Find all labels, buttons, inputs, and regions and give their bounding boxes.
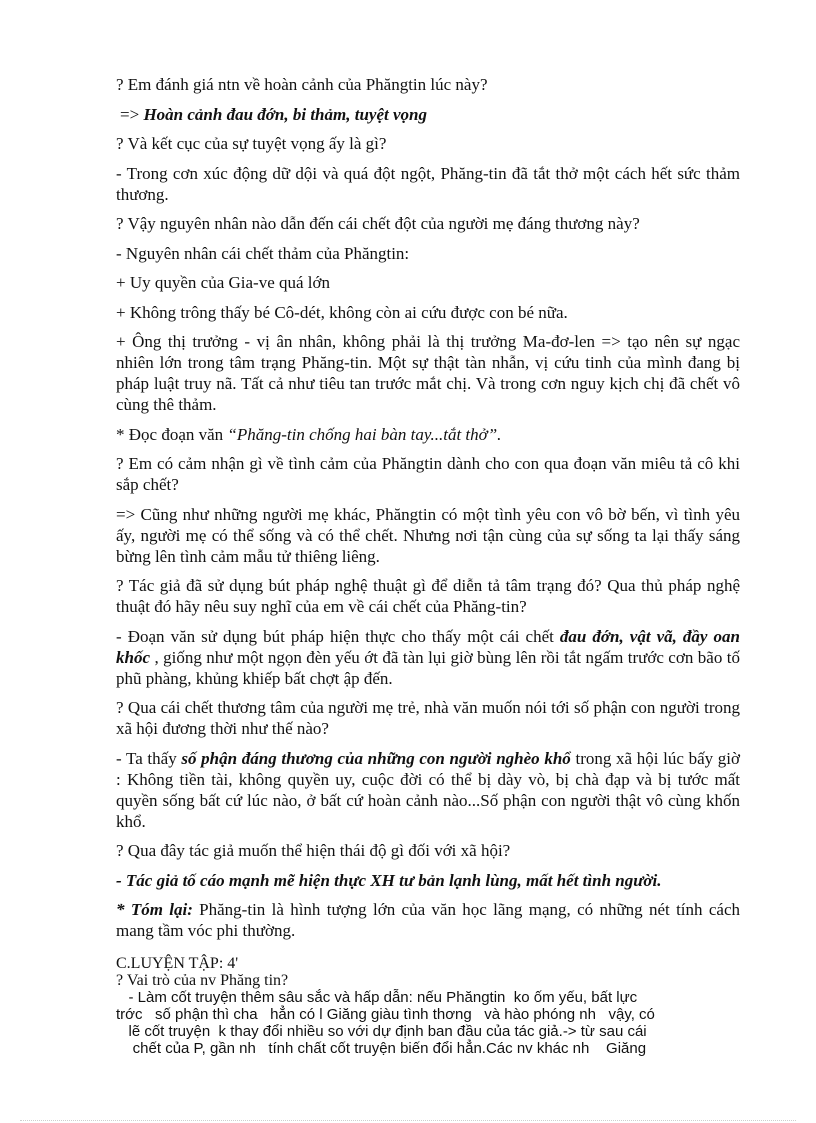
answer-6-prefix: - Ta thấy	[116, 748, 182, 768]
practice-line-4: chết của P, gần nh tính chất cốt truyện biến đổi hẳn.Các nv khác nh Giăng	[116, 1040, 647, 1057]
question-3: ? Vậy nguyên nhân nào dẫn đến cái chết đột của người mẹ đáng thương này?	[116, 214, 640, 233]
reading-prefix: * Đọc đoạn văn	[116, 424, 228, 444]
answer-3-bullet-1: + Uy quyền của Gia-ve quá lớn	[116, 273, 331, 292]
practice-section	[116, 955, 740, 1057]
practice-heading: C.LUYỆN TẬP: 4'	[116, 955, 239, 972]
practice-question: ? Vai trò của nv Phăng tin?	[116, 972, 289, 989]
answer-6-bold: số phận đáng thương của những con người nghèo khổ	[181, 748, 571, 768]
answer-7: - Tác giả tố cáo mạnh mẽ hiện thực XH tư bản lạnh lùng, mất hết tình người.	[116, 870, 662, 890]
practice-line-1: - Làm cốt truyện thêm sâu sắc và hấp dẫn: nếu Phăngtin ko ốm yếu, bất lực	[116, 989, 638, 1006]
question-1: ? Em đánh giá ntn về hoàn cảnh của Phăngtin lúc này?	[116, 75, 488, 94]
question-7: ? Qua đây tác giả muốn thể hiện thái độ gì đối với xã hội?	[116, 841, 511, 860]
answer-5	[116, 626, 740, 689]
answer-1	[116, 104, 740, 125]
answer-3-heading: - Nguyên nhân cái chết thảm của Phăngtin:	[116, 243, 410, 263]
answer-1-bold: Hoàn cảnh đau đớn, bi thảm, tuyệt vọng	[143, 104, 427, 124]
document-page	[116, 74, 740, 1057]
answer-6	[116, 748, 740, 832]
answer-5-prefix: - Đoạn văn sử dụng bút pháp hiện thực cho thấy một cái chết	[116, 626, 560, 646]
practice-line-2: trớc số phận thì cha hẳn có l Giăng giàu tình thơng và hào phóng nh vậy, có	[116, 1006, 655, 1023]
practice-line-3: lẽ cốt truyện k thay đổi nhiều so với dự định ban đầu của tác giả.-> từ sau cái	[116, 1023, 647, 1040]
page-bottom-divider	[20, 1120, 796, 1121]
reading-excerpt: “Phăng-tin chống hai bàn tay...tắt thở”.	[227, 424, 502, 444]
answer-3-bullet-3: + Ông thị trưởng - vị ân nhân, không phải là thị trưởng Ma-đơ-len => tạo nên sự ngạc nhiên lớn trong tâm trạng Phăng-tin. Một sự thật tàn nhẫn, vị cứu tinh của mình đang bị pháp luật truy nã. Tất cả như tiêu tan trước mắt chị. Và trong cơn nguy kịch chị đã chết vô cùng thê thảm.	[116, 332, 740, 414]
question-6: ? Qua cái chết thương tâm của người mẹ trẻ, nhà văn muốn nói tới số phận con người trong xã hội đương thời như thế nào?	[116, 698, 740, 738]
answer-5-rest: , giống như một ngọn đèn yếu ớt đã tàn lụi giờ bùng lên rồi tắt ngấm trước cơn bão tố phũ phàng, khủng khiếp bất chợt ập đến.	[116, 647, 740, 688]
answer-6-rest: trong xã hội lúc bấy giờ : Không tiền tài, không quyền uy, cuộc đời có thể bị dày vò, bị chà đạp và bị tước mất quyền sống bất cứ lúc nào, ở bất cứ hoàn cảnh nào...Số phận con người thật vô cùng khốn khổ.	[116, 748, 740, 831]
reading-instruction	[116, 424, 740, 445]
summary	[116, 899, 740, 941]
question-2: ? Và kết cục của sự tuyệt vọng ấy là gì?	[116, 134, 387, 153]
answer-2: - Trong cơn xúc động dữ dội và quá đột ngột, Phăng-tin đã tắt thở một cách hết sức thảm thương.	[116, 163, 740, 204]
answer-3-bullet-2: + Không trông thấy bé Cô-dét, không còn ai cứu được con bé nữa.	[116, 302, 568, 322]
question-4: ? Em có cảm nhận gì về tình cảm của Phăngtin dành cho con qua đoạn văn miêu tả cô khi sắp chết?	[116, 454, 740, 494]
summary-text: Phăng-tin là hình tượng lớn của văn học lãng mạng, có những nét tính cách mang tầm vóc phi thường.	[116, 900, 740, 940]
summary-label: * Tóm lại:	[116, 900, 193, 919]
question-5: ? Tác giả đã sử dụng bút pháp nghệ thuật gì để diễn tả tâm trạng đó? Qua thủ pháp nghệ thuật đó hãy nêu suy nghĩ của em về cái chết của Phăng-tin?	[116, 576, 740, 616]
answer-4: => Cũng như những người mẹ khác, Phăngtin có một tình yêu con vô bờ bến, vì tình yêu ấy, người mẹ có thể sống và có thể chết. Nhưng nơi tận cùng của sự sống ta lại thấy sáng bừng lên tình cảm mẫu tử thiêng liêng.	[116, 504, 740, 566]
answer-5-bold: đau đớn, vật vã, đầy oan khốc	[116, 626, 740, 667]
answer-1-prefix: =>	[120, 104, 144, 124]
